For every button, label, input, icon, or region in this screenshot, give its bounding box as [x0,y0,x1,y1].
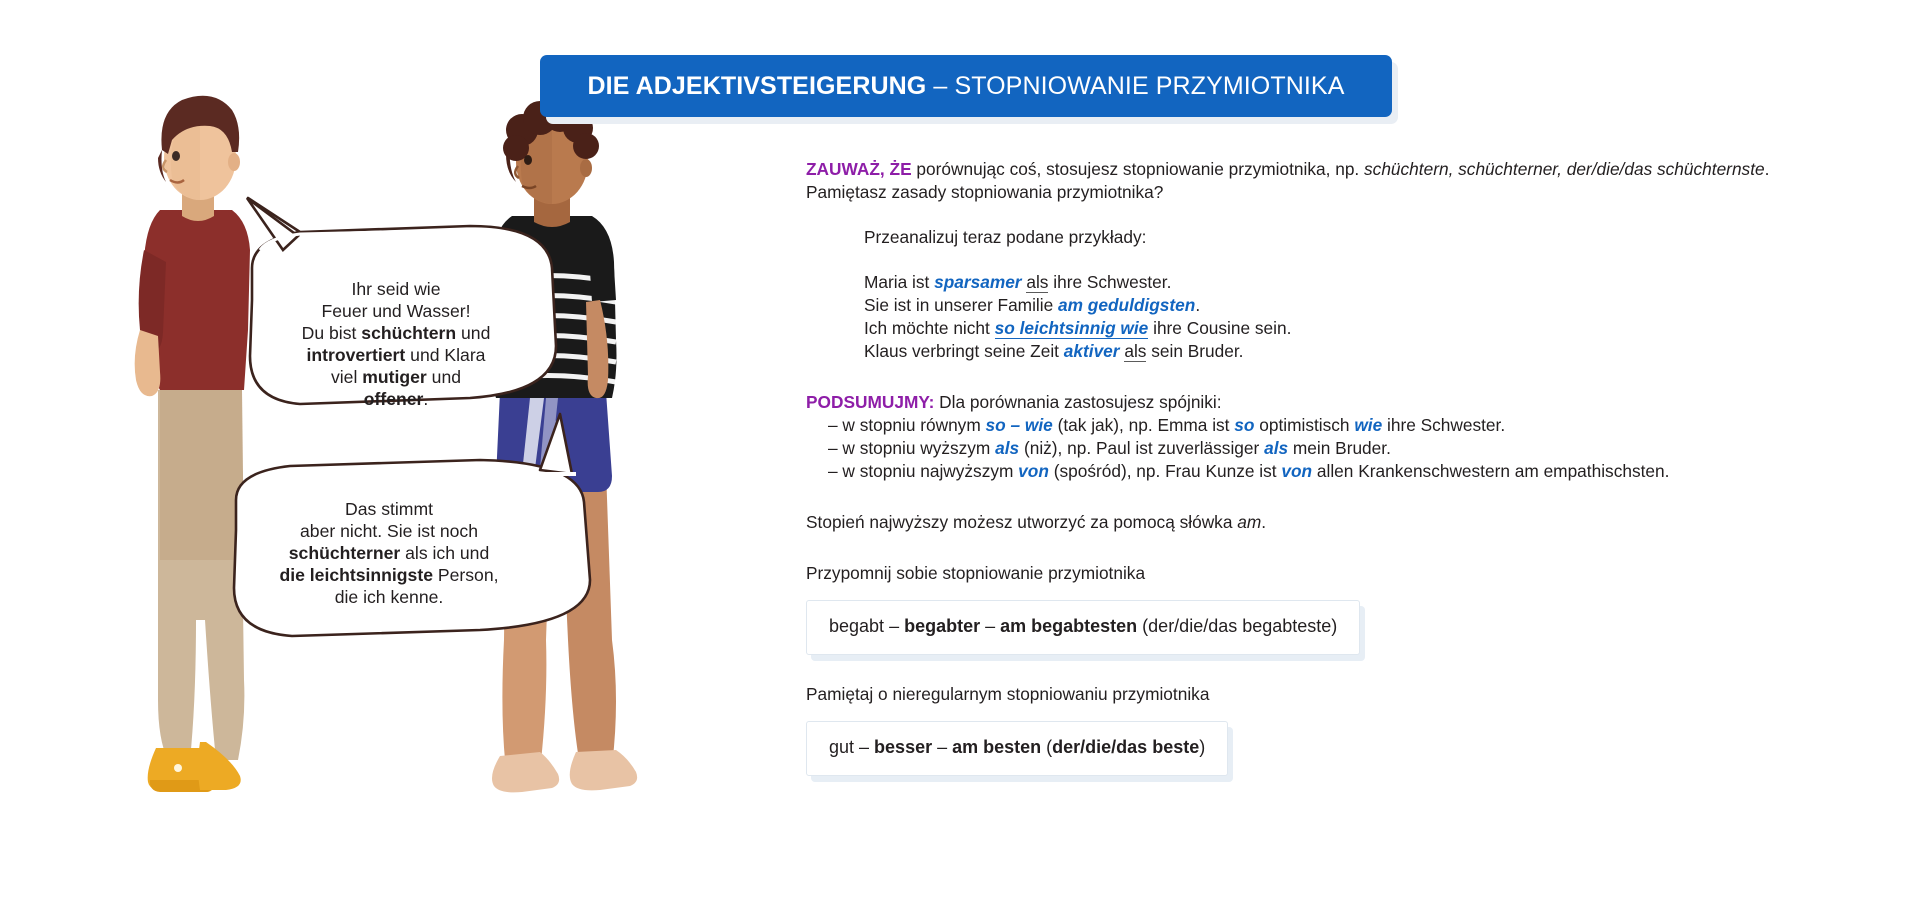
summary-label: PODSUMUJMY: [806,392,935,412]
intro-italic-examples: schüchtern, schüchterner, der/die/das schüchternste [1364,159,1765,179]
speech-bubble-2-text [248,498,530,608]
example-highlight: sparsamer [934,272,1022,292]
intro-text-before: porównując coś, stosujesz stopniowanie przymiotnika, np. [911,159,1365,179]
summary-item: – w stopniu równym so – wie (tak jak), np. Emma ist so optimistisch wie ihre Schwester. [828,415,1506,435]
regular-superlative: am begabtesten [1000,616,1138,636]
bubble1-line2: Feuer und Wasser! [321,301,471,322]
summary-highlight: als [995,438,1020,458]
regular-comparison-box [806,600,1360,655]
regular-paren: (der/die/das begabteste) [1137,616,1338,636]
speech-bubble-1-text [255,278,537,410]
summary-item: – w stopniu najwyższym von (spośród), np. Frau Kunze ist von allen Krankenschwestern am empathischsten. [828,461,1670,481]
title-strong: DIE ADJEKTIVSTEIGERUNG [587,71,927,100]
example-underline: als [1124,341,1147,361]
bubble2-line3: schüchterner als ich und [288,543,490,564]
superlative-note: Stopień najwyższy możesz utworzyć za pomocą słówka am. [806,512,1267,532]
bubble2-line2: aber nicht. Sie ist noch [300,521,478,542]
summary-highlight: wie [1354,415,1383,435]
bubble2-line4: die leichtsinnigste Person, [279,565,499,586]
bubble1-line1: Ihr seid wie [351,279,441,299]
irregular-superlative: am besten [952,736,1042,757]
summary-highlight: von [1281,461,1313,481]
summary-highlight: so – wie [985,415,1053,435]
title-rest: – STOPNIOWANIE PRZYMIOTNIKA [926,71,1345,100]
summary-intro: Dla porównania zastosujesz spójniki: [934,392,1222,412]
bubble1-line4: introvertiert und Klara [306,345,486,366]
remind-regular-text: Przypomnij sobie stopniowanie przymiotnika [806,563,1146,583]
example-highlight: so leichtsinnig wie [994,318,1149,338]
summary-item: – w stopniu wyższym als (niż), np. Paul ist zuverlässiger als mein Bruder. [828,438,1391,458]
example-underline: als [1026,272,1049,292]
example-row: Klaus verbringt seine Zeit aktiver als sein Bruder. [864,341,1244,361]
analyze-prompt: Przeanalizuj teraz podane przykłady: [864,227,1147,247]
illustration-two-teenagers [0,0,700,900]
irregular-comparison-box [806,721,1228,776]
irregular-comparative: besser [874,736,933,757]
bubble2-line1: Das stimmt [345,499,433,519]
example-row: Ich möchte nicht so leichtsinnig wie ihre Cousine sein. [864,318,1292,338]
examples-list [864,271,1886,363]
intro-line2: Pamiętasz zasady stopniowania przymiotnika? [806,182,1164,202]
left-boy-figure [135,96,250,792]
summary-highlight: als [1264,438,1289,458]
bubble2-line5: die ich kenne. [334,587,444,608]
remind-irregular-text: Pamiętaj o nieregularnym stopniowaniu przymiotnika [806,683,1210,704]
title-banner [540,55,1392,117]
bubble1-line3: Du bist schüchtern und [301,323,491,344]
lesson-content [806,158,1886,776]
example-row: Sie ist in unserer Familie am geduldigsten. [864,295,1201,315]
example-row: Maria ist sparsamer als ihre Schwester. [864,272,1172,292]
irregular-box-content: gut – besser – am besten (der/die/das beste) [806,721,1228,776]
regular-comparative: begabter [904,616,981,636]
intro-label: ZAUWAŻ, ŻE [806,159,912,179]
irregular-paren-bold: der/die/das beste [1052,736,1200,757]
regular-box-content: begabt – begabter – am begabtesten (der/die/das begabteste) [806,600,1360,655]
page-title [588,72,1345,101]
intro-paragraph [806,158,1886,181]
bubble1-line6: offener. [363,389,429,410]
bubble1-line5: viel mutiger und [330,367,462,388]
intro-text-after: . [1764,159,1770,179]
summary-heading [806,391,1886,414]
summary-highlight: von [1018,461,1049,481]
title-banner-bar [540,55,1392,117]
example-highlight: aktiver [1063,341,1120,361]
summary-list [828,414,1886,483]
example-highlight: am geduldigsten [1058,295,1196,315]
superlative-am: am [1237,512,1262,532]
summary-highlight: so [1234,415,1255,435]
